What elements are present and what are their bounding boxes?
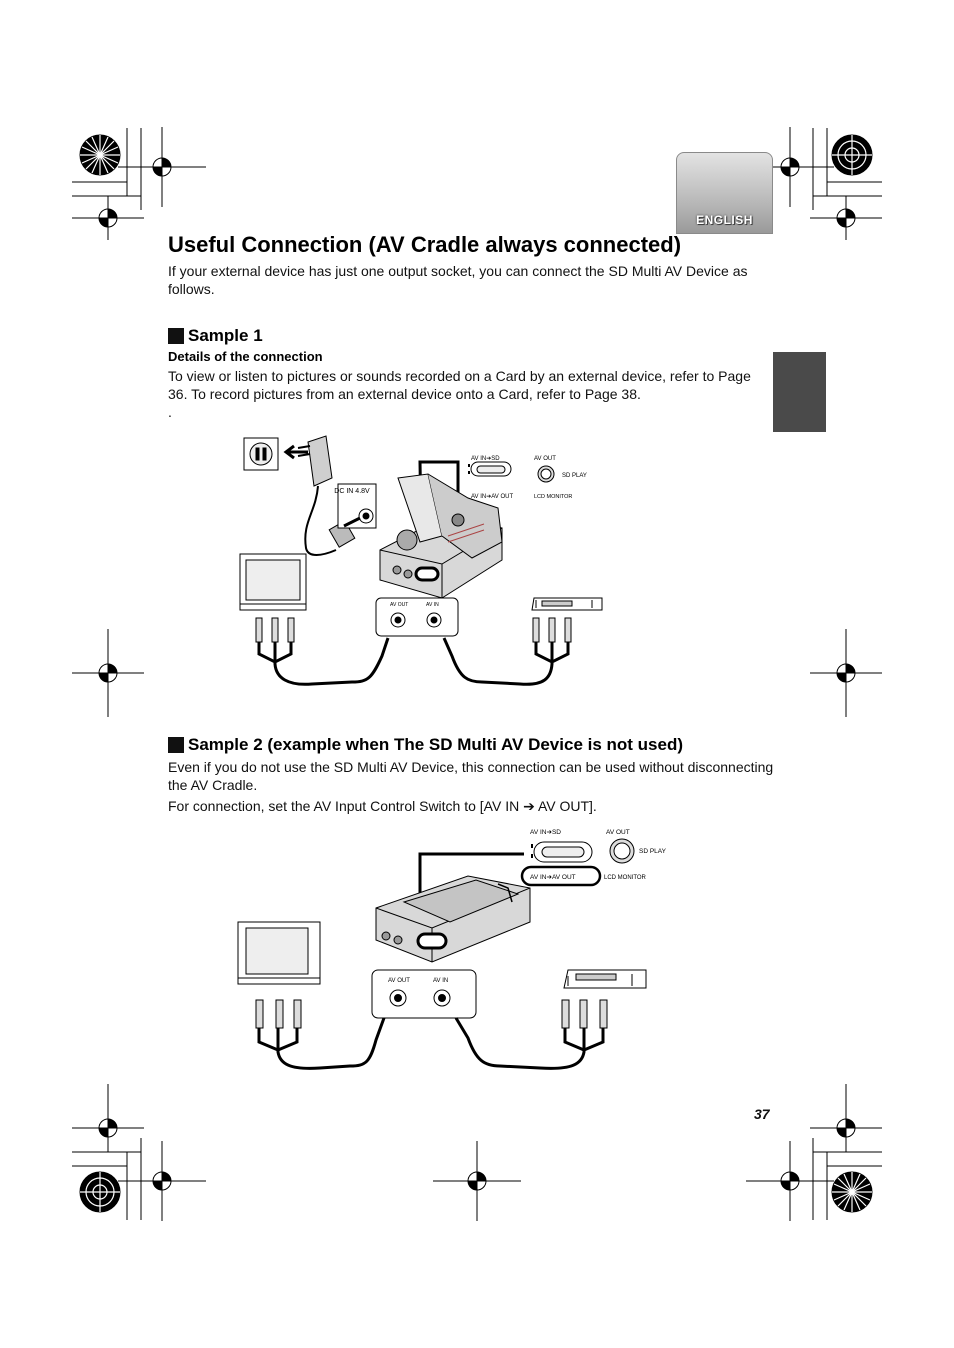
tv-icon [238, 922, 320, 984]
sample1-diagram [232, 432, 612, 712]
av-cradle-icon [376, 876, 530, 962]
dial-top-label: AV OUT [606, 829, 630, 836]
sample1-heading [168, 326, 263, 346]
dial-bottom-label: LCD MONITOR [534, 494, 573, 500]
dc-in-label: DC IN 4.8V [334, 488, 370, 495]
av-cradle-icon [380, 474, 502, 598]
dial-top-label: AV OUT [534, 456, 556, 462]
dial-side-label: SD PLAY [639, 848, 666, 855]
switch-top-label: AV IN➔SD [471, 456, 500, 462]
section-side-tab [773, 352, 826, 432]
square-bullet-icon [168, 328, 184, 344]
language-tab [676, 152, 773, 234]
switch-top-label: AV IN➔SD [530, 829, 561, 836]
sample1-heading-text: Sample 1 [188, 326, 263, 345]
page-title: Useful Connection (AV Cradle always connected) [168, 232, 682, 257]
port-out-label: AV OUT [390, 602, 409, 608]
wall-outlet-icon [244, 438, 278, 470]
switch-bottom-label: AV IN➔AV OUT [471, 494, 514, 500]
dial-bottom-label: LCD MONITOR [604, 875, 646, 881]
vcr-icon [564, 970, 646, 988]
sample2-body2: For connection, set the AV Input Control Switch to [AV IN ➔ AV OUT]. [168, 798, 597, 814]
sample2-heading [168, 735, 683, 755]
switch-bottom-label: AV IN➔AV OUT [530, 874, 576, 881]
port-in-label: AV IN [426, 602, 439, 608]
language-label: ENGLISH [696, 213, 753, 227]
sample1-dot: . [168, 404, 172, 420]
port-in-label: AV IN [433, 978, 449, 984]
port-out-label: AV OUT [388, 978, 410, 984]
square-bullet-icon [168, 737, 184, 753]
page-number: 37 [754, 1106, 770, 1122]
sample2-diagram [228, 818, 668, 1078]
sample2-heading-text: Sample 2 (example when The SD Multi AV Device is not used) [188, 735, 684, 754]
sample1-subheading: Details of the connection [168, 349, 323, 364]
intro-text: If your external device has just one output socket, you can connect the SD Multi AV Device as follows. [168, 263, 748, 297]
tv-icon [240, 554, 306, 610]
sample1-body: To view or listen to pictures or sounds recorded on a Card by an external device, refer to Page 36. To record pictures from an external device onto a Card, refer to Page 38. [168, 368, 751, 402]
vcr-icon [532, 598, 602, 610]
sample2-body1: Even if you do not use the SD Multi AV Device, this connection can be used without disconnecting the AV Cradle. [168, 759, 774, 793]
dial-side-label: SD PLAY [562, 473, 587, 479]
